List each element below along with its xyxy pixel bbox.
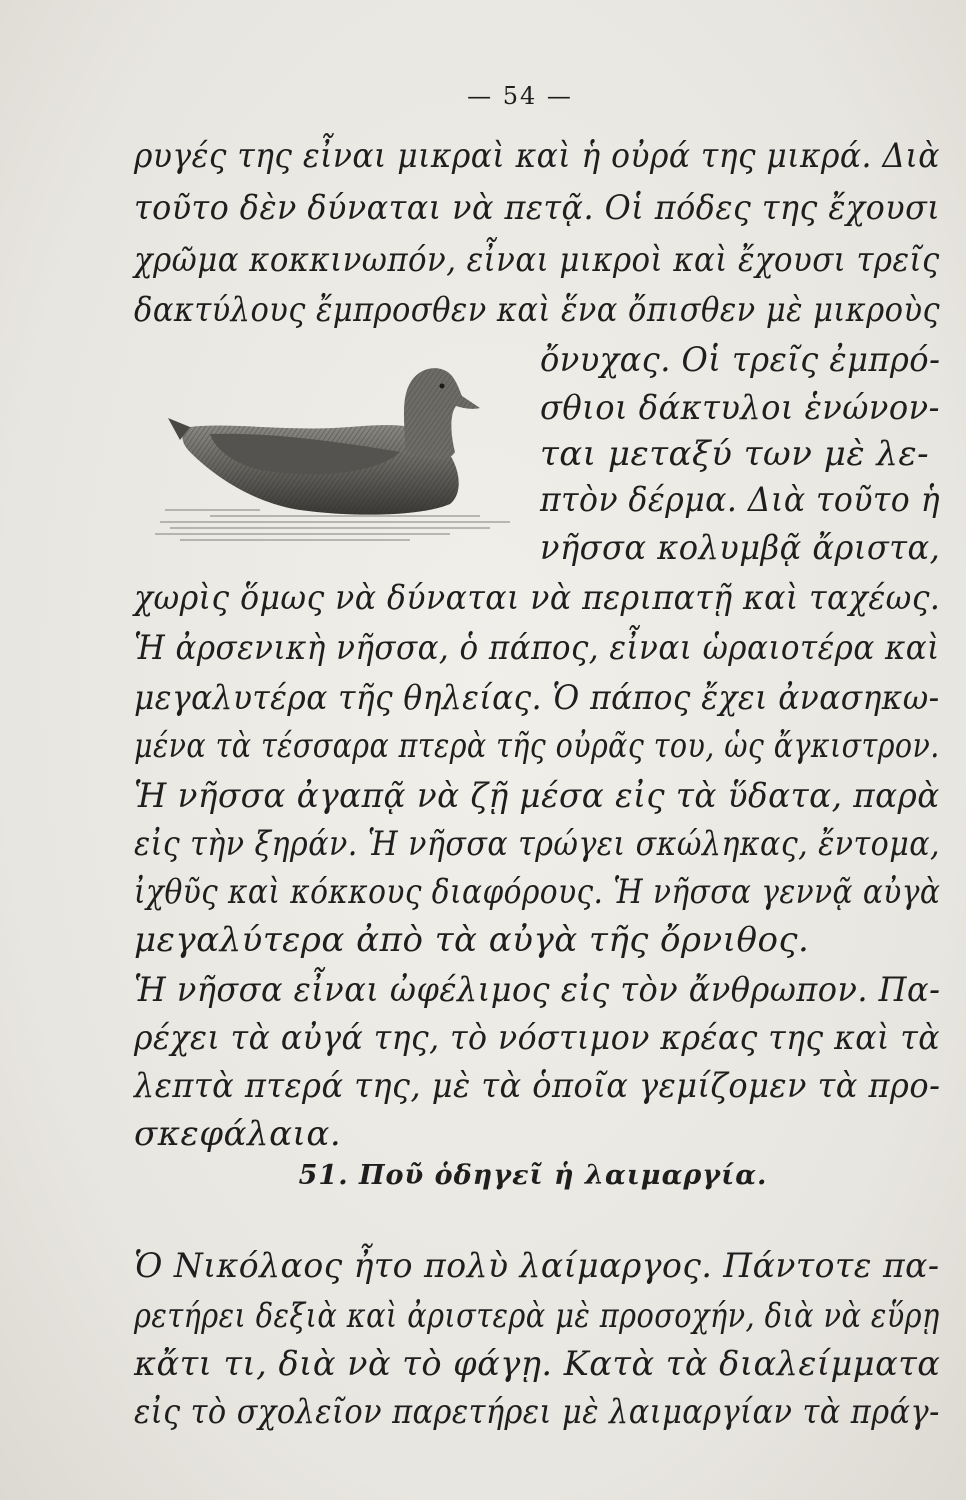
text-line: πτὸν δέρμα. Διὰ τοῦτο ἡ — [540, 480, 941, 520]
text-line: Ἡ νῆσσα εἶναι ὠφέλιμος εἰς τὸν ἄνθρωπον. Πα- — [134, 970, 941, 1010]
text-line: μένα τὰ τέσσαρα πτερὰ τῆς οὐρᾶς του, ὡς ἄγκιστρον. — [134, 726, 940, 766]
duck-illustration — [150, 352, 530, 552]
text-line: χωρὶς ὅμως νὰ δύναται νὰ περιπατῇ καὶ ταχέως. — [134, 578, 941, 618]
water-lines — [155, 510, 510, 540]
text-line: μεγαλυτέρα τῆς θηλείας. Ὁ πάπος ἔχει ἀνασηκω- — [134, 678, 940, 718]
text-line: Ἡ ἀρσενικὴ νῆσσα, ὁ πάπος, εἶναι ὡραιοτέρα καὶ — [134, 628, 940, 668]
text-line: ρυγές της εἶναι μικραὶ καὶ ἡ οὐρά της μικρά. Διὰ — [134, 136, 940, 176]
text-line: κἄτι τι, διὰ νὰ τὸ φάγῃ. Κατὰ τὰ διαλείμματα — [134, 1344, 941, 1384]
text-line: μεγαλύτερα ἀπὸ τὰ αὐγὰ τῆς ὄρνιθος. — [134, 920, 810, 960]
text-line: σκεφάλαια. — [134, 1114, 342, 1154]
text-line: εἰς τὴν ξηράν. Ἡ νῆσσα τρώγει σκώληκας, ἔντομα, — [134, 824, 941, 864]
text-line: εἰς τὸ σχολεῖον παρετήρει μὲ λαιμαργίαν τὰ πράγ- — [134, 1392, 940, 1432]
text-line: Ὁ Νικόλαος ἦτο πολὺ λαίμαργος. Πάντοτε πα- — [134, 1246, 940, 1286]
text-line: λεπτὰ πτερά της, μὲ τὰ ὁποῖα γεμίζομεν τὰ προ- — [134, 1066, 941, 1106]
text-line: δακτύλους ἔμπροσθεν καὶ ἕνα ὄπισθεν μὲ μικροὺς — [134, 290, 941, 330]
page-number: — 54 — — [467, 82, 573, 110]
text-line: ρετήρει δεξιὰ καὶ ἀριστερὰ μὲ προσοχήν, διὰ νὰ εὕρῃ — [134, 1296, 940, 1336]
section-heading: 51. Ποῦ ὁδηγεῖ ἡ λαιμαργία. — [298, 1160, 768, 1191]
text-line: ὄνυχας. Οἱ τρεῖς ἐμπρό- — [540, 340, 941, 380]
text-line: χρῶμα κοκκινωπόν, εἶναι μικροὶ καὶ ἔχουσι τρεῖς — [134, 240, 940, 280]
text-line: τοῦτο δὲν δύναται νὰ πετᾷ. Οἱ πόδες της ἔχουσι — [134, 188, 941, 228]
duck-eye — [440, 384, 445, 389]
text-line: Ἡ νῆσσα ἀγαπᾷ νὰ ζῇ μέσα εἰς τὰ ὕδατα, παρὰ — [134, 776, 940, 816]
text-line: ρέχει τὰ αὐγά της, τὸ νόστιμον κρέας της καὶ τὰ — [134, 1018, 941, 1058]
text-line: σθιοι δάκτυλοι ἑνώνον- — [540, 388, 940, 428]
text-line: ται μεταξύ των μὲ λε- — [540, 434, 930, 474]
text-line: νῆσσα κολυμβᾷ ἄριστα, — [540, 528, 941, 568]
text-line: ἰχθῦς καὶ κόκκους διαφόρους. Ἡ νῆσσα γεννᾷ αὐγὰ — [134, 872, 941, 912]
